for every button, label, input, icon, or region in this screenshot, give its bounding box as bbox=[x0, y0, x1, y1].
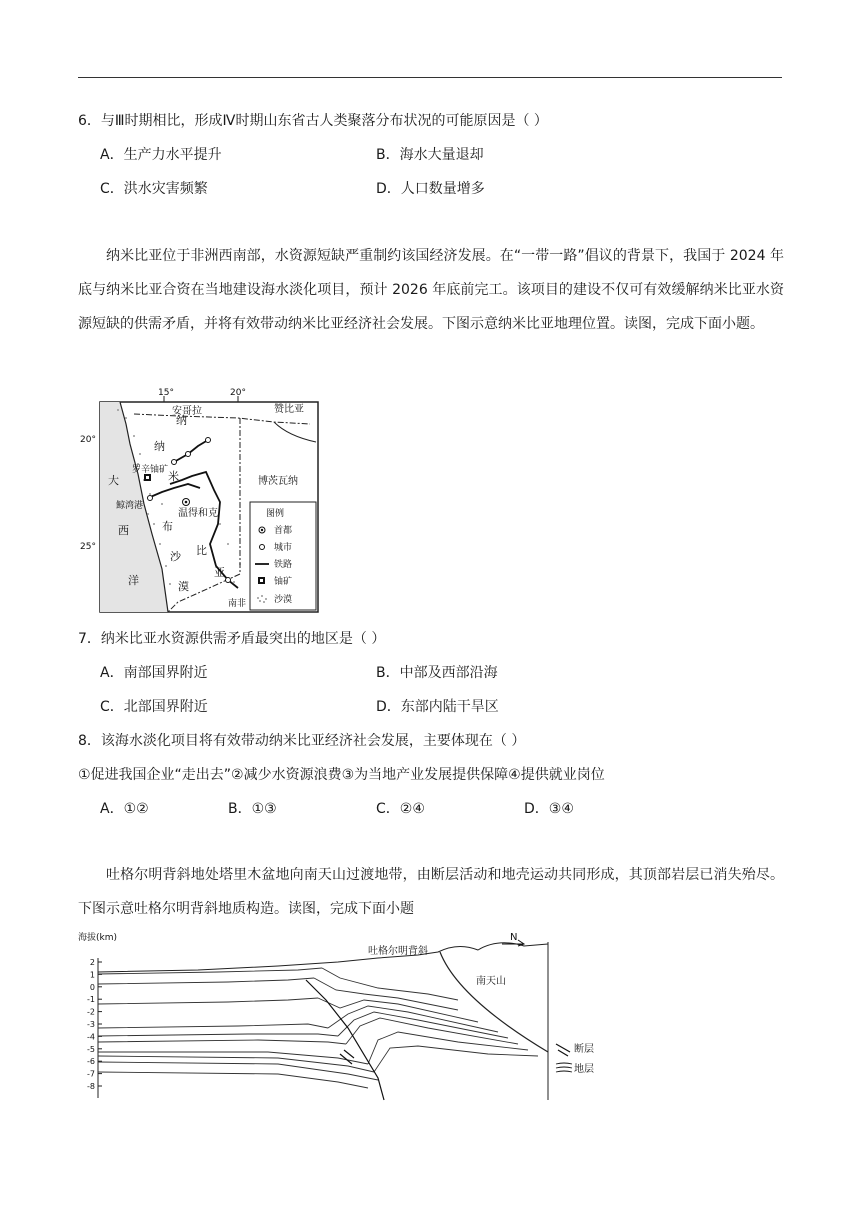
legend-city: 城市 bbox=[274, 543, 293, 553]
q7-stem: 7．纳米比亚水资源供需矛盾最突出的地区是（ ） bbox=[78, 631, 386, 647]
y-tick-label: -3 bbox=[87, 1020, 95, 1029]
city-marker bbox=[172, 460, 177, 465]
desert-char: 漠 bbox=[178, 580, 189, 593]
y-tick-label: -1 bbox=[87, 995, 95, 1005]
label-angola: 安哥拉 bbox=[172, 406, 202, 417]
mountain-label: 南天山 bbox=[476, 976, 506, 987]
legend-fault: 断层 bbox=[574, 1044, 594, 1055]
label-windhoek: 温得和克 bbox=[178, 508, 218, 519]
north-label: N bbox=[510, 932, 518, 943]
label-botswana: 博茨瓦纳 bbox=[258, 476, 298, 487]
section-legend bbox=[556, 1042, 594, 1075]
city-marker bbox=[186, 452, 191, 457]
capital-dot bbox=[185, 501, 188, 504]
city-marker bbox=[148, 496, 153, 501]
desert-char: 沙 bbox=[170, 550, 181, 563]
legend-strata: 地层 bbox=[574, 1064, 594, 1075]
country-char: 米 bbox=[168, 470, 179, 483]
y-tick-label: -6 bbox=[87, 1057, 95, 1067]
q6-stem: 6．与Ⅲ时期相比，形成Ⅳ时期山东省古人类聚落分布状况的可能原因是（ ） bbox=[78, 113, 548, 129]
y-tick-label: -7 bbox=[87, 1069, 95, 1079]
q8-statements: ①促进我国企业“走出去”②减少水资源浪费③为当地产业发展提供保障④提供就业岗位 bbox=[78, 767, 605, 783]
y-tick-label: -8 bbox=[87, 1082, 95, 1091]
anticline-cross-section bbox=[78, 928, 638, 1104]
y-tick-label: 0 bbox=[89, 982, 95, 992]
city-marker bbox=[226, 578, 231, 583]
lat-label-20: 20° bbox=[80, 435, 96, 445]
legend-railway: 铁路 bbox=[274, 560, 293, 570]
desert-char: 布 bbox=[162, 520, 173, 533]
q8-option-a[interactable]: A．①② bbox=[100, 801, 149, 817]
lon-label-20: 20° bbox=[230, 388, 246, 398]
q7-option-b[interactable]: B．中部及西部沿海 bbox=[376, 665, 498, 681]
tianshan-boundary bbox=[440, 952, 548, 1052]
q6-option-d[interactable]: D．人口数量增多 bbox=[376, 181, 485, 197]
q8-option-c[interactable]: C．②④ bbox=[376, 801, 425, 817]
y-tick-label: -5 bbox=[87, 1044, 95, 1054]
q8-stem: 8．该海水淡化项目将有效带动纳米比亚经济社会发展，主要体现在（ ） bbox=[78, 733, 526, 749]
label-walvis-bay: 鲸湾港 bbox=[116, 501, 144, 511]
passage-anticline: 吐格尔明背斜地处塔里木盆地向南天山过渡地带，由断层活动和地壳运动共同形成，其顶部岩层已消失殆尽。下图示意吐格尔明背斜地质构造。读图，完成下面小题 bbox=[78, 867, 784, 917]
anticline-label: 吐格尔明背斜 bbox=[368, 946, 428, 957]
lon-label-15: 15° bbox=[158, 388, 174, 398]
country-char: 比 bbox=[196, 544, 207, 557]
namibia-map bbox=[78, 384, 326, 616]
label-zambia: 赞比亚 bbox=[274, 404, 304, 415]
fault-arrow bbox=[340, 1050, 354, 1064]
country-char: 亚 bbox=[214, 566, 225, 579]
desert-char: 纳 bbox=[176, 414, 187, 427]
q7-option-c[interactable]: C．北部国界附近 bbox=[100, 699, 208, 715]
q7-option-d[interactable]: D．东部内陆干旱区 bbox=[376, 699, 499, 715]
ocean-char: 西 bbox=[118, 524, 129, 537]
section-ylabel: 海拔(km) bbox=[78, 933, 118, 943]
q6-option-c[interactable]: C．洪水灾害频繁 bbox=[100, 181, 208, 197]
legend-desert: 沙漠 bbox=[274, 595, 293, 605]
legend-capital: 首都 bbox=[274, 526, 293, 536]
y-tick-label: 1 bbox=[89, 970, 95, 980]
header-rule bbox=[78, 77, 782, 78]
y-tick-label: -4 bbox=[87, 1032, 95, 1042]
y-tick-label: 2 bbox=[89, 958, 95, 967]
passage-namibia: 纳米比亚位于非洲西南部，水资源短缺严重制约该国经济发展。在“一带一路”倡议的背景下，我国于 2024 年底与纳米比亚合资在当地建设海水淡化项目，预计 2026 年底前完工。该项目的建设不仅可有效缓解纳米比亚水资源短缺的供需矛盾，并将有效带动纳米比亚经济社会发展。下图示意纳米比亚地理位置。读图，完成下面小题。 bbox=[78, 248, 784, 332]
city-marker bbox=[206, 438, 211, 443]
legend-uranium: 铀矿 bbox=[274, 577, 293, 587]
strata-layers bbox=[98, 968, 538, 1088]
label-south-africa: 南非 bbox=[228, 599, 247, 609]
map-legend bbox=[250, 502, 316, 610]
q7-option-a[interactable]: A．南部国界附近 bbox=[100, 665, 208, 681]
q6-option-a[interactable]: A．生产力水平提升 bbox=[100, 147, 222, 163]
legend-title: 图例 bbox=[266, 509, 285, 519]
y-axis-ticks bbox=[87, 958, 102, 1091]
ocean-char: 洋 bbox=[128, 574, 139, 587]
q8-option-b[interactable]: B．①③ bbox=[228, 801, 277, 817]
label-uranium-mine: 罗辛铀矿 bbox=[132, 465, 169, 475]
y-tick-label: -2 bbox=[87, 1007, 95, 1017]
lat-label-25: 25° bbox=[80, 542, 96, 552]
country-char: 纳 bbox=[154, 440, 165, 453]
q8-option-d[interactable]: D．③④ bbox=[524, 801, 574, 817]
ocean-char: 大 bbox=[108, 474, 119, 487]
q6-option-b[interactable]: B．海水大量退却 bbox=[376, 147, 484, 163]
